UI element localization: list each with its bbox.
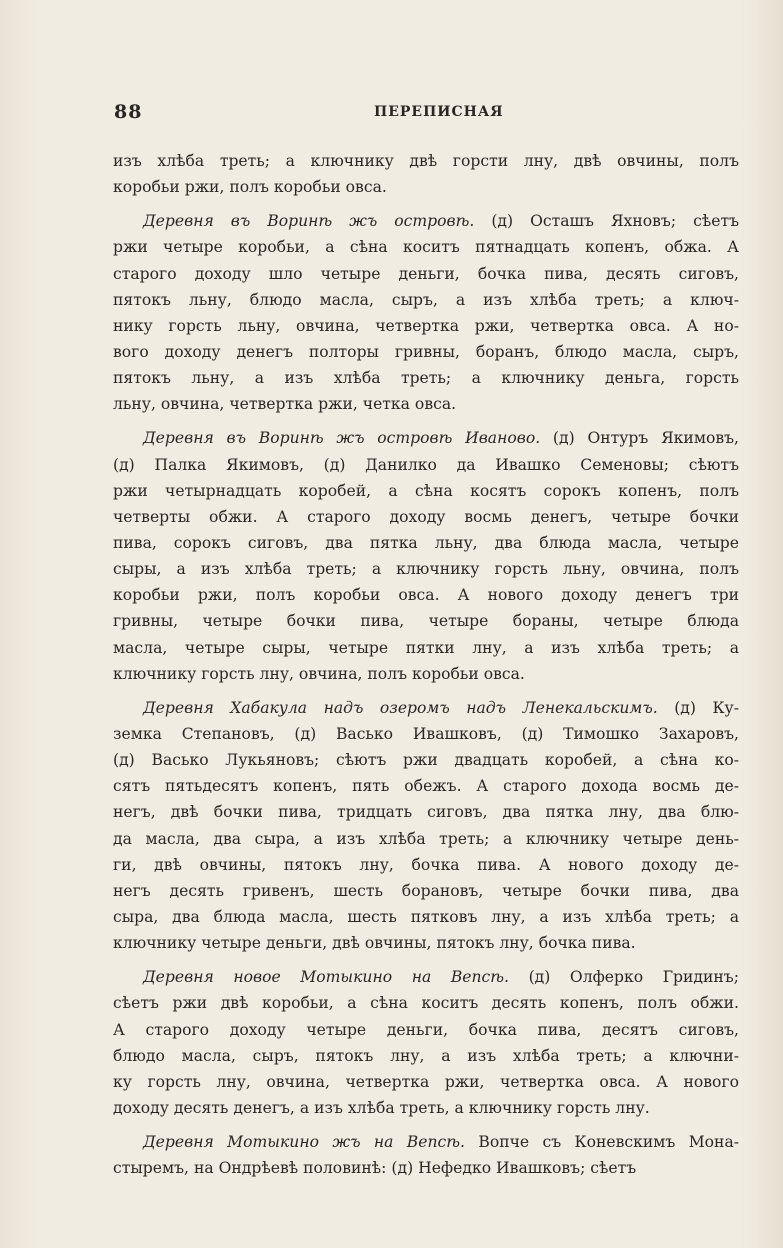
line-text: сѣетъ ржи двѣ коробьи, а сѣна коситъ десять копенъ, полъ обжи. [113,994,739,1013]
text-line [113,234,739,260]
text-line [113,930,739,956]
text-line [113,799,739,825]
entry-heading: Деревня Мотыкино жъ на Вепсѣ. [143,1133,465,1152]
line-text: негъ, двѣ бочки пива, тридцать сиговъ, два пятка лну, два блю- [113,803,739,822]
text-line [113,661,739,687]
line-text: стыремъ, на Ондрѣевѣ половинѣ: (д) Нефедко Ивашковъ; сѣетъ [113,1159,637,1178]
text-line [113,964,739,990]
text-line [113,773,739,799]
running-title: ПЕРЕПИСНАЯ [374,104,504,120]
text-line [113,530,739,556]
text-line [113,635,739,661]
line-text: негъ десять гривенъ, шесть борановъ, четыре бочки пива, два [113,881,739,900]
line-text: (д) Онтуръ Якимовъ, [540,429,739,448]
entry-heading: Деревня въ Воринѣ жъ островѣ. [143,212,475,231]
line-text: Вопче съ Коневскимъ Мона- [465,1133,739,1152]
line-text: ржи четырнадцать коробей, а сѣна косятъ сорокъ копенъ, полъ [113,481,739,500]
line-text: пятокъ льну, а изъ хлѣба треть; а ключнику деньга, горсть [113,369,739,388]
text-line [113,556,739,582]
line-text: блюдо масла, сыръ, пятокъ лну, а изъ хлѣба треть; а ключни- [113,1046,739,1065]
body-text [113,148,739,1181]
text-line [113,452,739,478]
line-text: сыры, а изъ хлѣба треть; а ключнику горсть льну, овчина, полъ [113,560,739,579]
line-text: (д) Олферко Гридинъ; [509,968,739,987]
text-line [113,478,739,504]
line-text: изъ хлѣба треть; а ключнику двѣ горсти лну, двѣ овчины, полъ [113,152,739,170]
line-text: нику горсть льну, овчина, четвертка ржи, четвертка овса. А но- [113,316,739,335]
page-number: 88 [114,101,143,123]
line-text: сятъ пятьдесятъ копенъ, пять обежъ. А старого дохода восмь де- [113,777,739,796]
text-line [113,608,739,634]
text-line [113,261,739,287]
line-text: коробьи ржи, полъ коробьи овса. А нового доходу денегъ три [113,586,739,605]
line-text: коробьи ржи, полъ коробьи овса. [113,178,387,197]
text-line [113,1069,739,1095]
line-text: гривны, четыре бочки пива, четыре бораны, четыре блюда [113,612,739,631]
line-text: сыра, два блюда масла, шесть пятковъ лну, а изъ хлѣба треть; а [113,907,739,926]
line-text: масла, четыре сыры, четыре пятки лну, а изъ хлѣба треть; а [113,638,739,657]
text-line [113,1095,739,1121]
line-text: ку горсть лну, овчина, четвертка ржи, четвертка овса. А нового [113,1072,739,1091]
line-text: (д) Ку- [657,698,739,717]
line-text: (д) Васько Лукьяновъ; сѣютъ ржи двадцать коробей, а сѣна ко- [113,751,739,770]
text-line [113,721,739,747]
line-text: ключнику горсть лну, овчина, полъ коробьи овса. [113,664,525,683]
line-text: А старого доходу четыре деньги, бочка пива, десятъ сиговъ, [113,1020,739,1039]
line-text: старого доходу шло четыре деньги, бочка пива, десять сиговъ, [113,264,739,283]
text-line [113,852,739,878]
line-text: четверты обжи. А старого доходу восмь денегъ, четыре бочки [113,507,739,526]
entry-heading: Деревня новое Мотыкино на Вепсѣ. [143,968,510,987]
text-line [113,174,739,200]
text-line [113,148,739,174]
line-text: вого доходу денегъ полторы гривны, боранъ, блюдо масла, сыръ, [113,342,739,361]
text-line [113,747,739,773]
line-text: да масла, два сыра, а изъ хлѣба треть; а ключнику четыре день- [113,829,739,848]
text-line [113,208,739,234]
text-line [113,878,739,904]
line-text: доходу десять денегъ, а изъ хлѣба треть, а ключнику горсть лну. [113,1098,650,1117]
page-header [114,101,738,125]
line-text: (д) Палка Якимовъ, (д) Данилко да Ивашко Семеновы; сѣютъ [113,455,739,474]
entry-heading: Деревня въ Воринѣ жъ островѣ Иваново. [143,429,541,448]
text-line [113,826,739,852]
text-line [113,504,739,530]
text-line [113,990,739,1016]
line-text: льну, овчина, четвертка ржи, четка овса. [113,395,457,414]
text-line [113,904,739,930]
entry-heading: Деревня Хабакула надъ озеромъ надъ Ленекальскимъ. [143,698,658,717]
text-line [113,313,739,339]
line-text: пятокъ льну, блюдо масла, сыръ, а изъ хлѣба треть; а ключ- [113,290,739,309]
text-line [113,1017,739,1043]
line-text: земка Степановъ, (д) Васько Ивашковъ, (д) Тимошко Захаровъ, [113,724,739,743]
line-text: ржи четыре коробьи, а сѣна коситъ пятнадцать копенъ, обжа. А [113,238,739,257]
text-line [113,695,739,721]
line-text: (д) Осташъ Яхновъ; сѣетъ [474,212,739,231]
text-line [113,582,739,608]
text-line [113,287,739,313]
text-line [113,425,739,451]
text-line [113,1129,739,1155]
text-line [113,391,739,417]
line-text: ключнику четыре деньги, двѣ овчины, пятокъ лну, бочка пива. [113,934,636,953]
text-line [113,1155,739,1181]
line-text: ги, двѣ овчины, пятокъ лну, бочка пива. А нового доходу де- [113,855,739,874]
line-text: пива, сорокъ сиговъ, два пятка льну, два блюда масла, четыре [113,533,739,552]
text-line [113,1043,739,1069]
text-line [113,365,739,391]
text-line [113,339,739,365]
